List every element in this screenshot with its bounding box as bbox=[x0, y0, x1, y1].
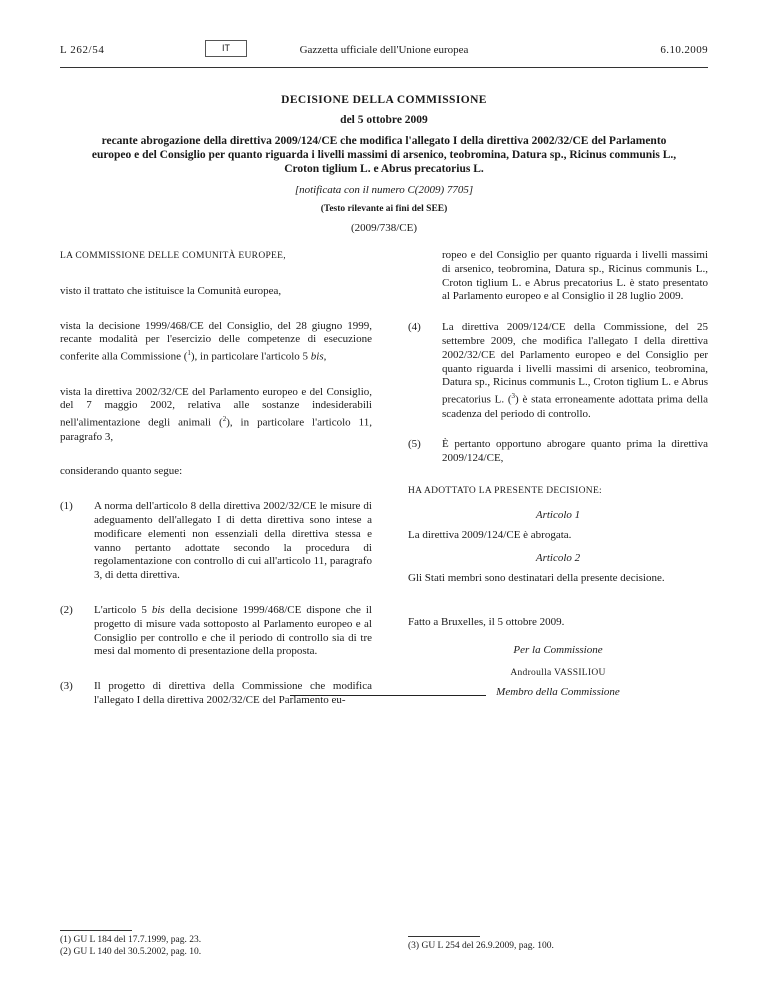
recital-5 bbox=[408, 438, 708, 466]
left-column bbox=[60, 250, 372, 729]
signatory-role: Membro della Commissione bbox=[496, 686, 620, 699]
article-2-text: Gli Stati membri sono destinatari della presente decisione. bbox=[408, 572, 665, 585]
header-divider bbox=[60, 67, 708, 68]
footnotes-right bbox=[408, 940, 554, 952]
recital-number: (2) bbox=[60, 604, 73, 617]
recital-number: (4) bbox=[408, 321, 421, 334]
article-2-title: Articolo 2 bbox=[535, 552, 581, 565]
eea-relevance: (Testo rilevante ai fini del SEE) bbox=[320, 204, 448, 214]
recital-text: L'articolo 5 bis della decisione 1999/468/CE dispone che il progetto di misure vada sottoposto al Parlamento europeo e al Consiglio per controllo e che il periodo di controllo sia di tre mesi dal momento di presentazione della proposta. bbox=[94, 604, 372, 658]
citation-decision: vista la decisione 1999/468/CE del Consiglio, del 28 giugno 1999, recante modalità per l'esercizio delle competenze di esecuzione conferite alla Commissione ($^1$), in particolare l'articolo 5 bis, bbox=[60, 319, 372, 363]
document-number: (2009/738/CE) bbox=[351, 222, 417, 234]
journal-title: Gazzetta ufficiale dell'Unione europea bbox=[299, 44, 469, 56]
adoption-line: HA ADOTTATO LA PRESENTE DECISIONE: bbox=[408, 486, 602, 497]
recital-1 bbox=[60, 500, 372, 583]
recital-number: (3) bbox=[60, 680, 73, 693]
footnote-2: (2) GU L 140 del 30.5.2002, pag. 10. bbox=[60, 947, 202, 957]
recital-text: ropeo e del Consiglio per quanto riguarda i livelli massimi di arsenico, teobromina, Datura sp., Ricinus communis L., Croton tiglium L. e Abrus precatorius L. è stato presentato al Parlamento europeo e al Consiglio il 28 luglio 2009. bbox=[442, 249, 708, 303]
recital-text: Il progetto di direttiva della Commissione che modifica l'allegato I della direttiva 2002/32/CE del Parlamento eu- bbox=[94, 680, 372, 707]
title-block bbox=[60, 94, 708, 234]
right-column bbox=[408, 249, 708, 700]
citation-directive: vista la direttiva 2002/32/CE del Parlamento europeo e del Consiglio, del 7 maggio 2002, relativa alle sostanze indesiderabili nell'alimentazione degli animali ($^2$), in particolare l'articolo 11, paragrafo 3, bbox=[60, 385, 372, 443]
end-divider bbox=[290, 695, 486, 696]
article-1-text: La direttiva 2009/124/CE è abrogata. bbox=[408, 528, 572, 541]
footnote-1: (1) GU L 184 del 17.7.1999, pag. 23. bbox=[60, 935, 202, 945]
language-code-box: IT bbox=[205, 40, 247, 57]
running-header bbox=[60, 42, 708, 62]
footnote-divider-right bbox=[408, 936, 480, 937]
signatory-name: Androulla VASSILIOU bbox=[510, 667, 606, 678]
document-type: DECISIONE DELLA COMMISSIONE bbox=[281, 94, 487, 106]
issuing-body: LA COMMISSIONE DELLE COMUNITÀ EUROPEE, bbox=[60, 251, 286, 261]
footnote-3: (3) GU L 254 del 26.9.2009, pag. 100. bbox=[408, 941, 554, 951]
document-subject: recante abrogazione della direttiva 2009/124/CE che modifica l'allegato I della direttiva 2002/32/CE del Parlamento europeo e del Consiglio per quanto riguarda i livelli massimi di arsenico, teobromina, Datura sp., Ricinus communis L., Croton tiglium L. e Abrus precatorius L. bbox=[91, 135, 677, 175]
considering-line: considerando quanto segue: bbox=[60, 465, 183, 478]
journal-reference: L 262/54 bbox=[60, 44, 105, 56]
footnotes-left bbox=[60, 934, 201, 958]
document-date: del 5 ottobre 2009 bbox=[340, 114, 428, 126]
place-date-line: Fatto a Bruxelles, il 5 ottobre 2009. bbox=[408, 616, 565, 628]
recital-text: La direttiva 2009/124/CE della Commissione, del 25 settembre 2009, che modifica l'allegato I della direttiva 2002/32/CE del Parlamento europeo e del Consiglio per quanto riguarda i livelli massimi di arsenico, teobromina, Datura sp., Ricinus communis L., Croton tiglium L. e Abrus precatorius L. ($^3$) è stata erroneamente adottata prima della scadenza del periodo di controllo. bbox=[442, 321, 709, 420]
footnote-divider-left bbox=[60, 930, 132, 931]
article-1-title: Articolo 1 bbox=[535, 508, 581, 521]
publication-date: 6.10.2009 bbox=[660, 44, 708, 56]
recital-3-continued bbox=[408, 249, 708, 304]
recital-number: (1) bbox=[60, 500, 73, 513]
recital-number: (5) bbox=[408, 438, 421, 451]
recital-text: È pertanto opportuno abrogare quanto prima la direttiva 2009/124/CE, bbox=[442, 438, 708, 465]
citation-treaty: visto il trattato che istituisce la Comunità europea, bbox=[60, 284, 282, 297]
notification-number: [notificata con il numero C(2009) 7705] bbox=[294, 184, 474, 196]
recital-2 bbox=[60, 604, 372, 659]
signature-for: Per la Commissione bbox=[513, 643, 603, 656]
recital-text: A norma dell'articolo 8 della direttiva 2002/32/CE le misure di adeguamento dell'allegato I di detta direttiva sono intese a modificare elementi non essenziali della direttiva stessa e vanno pertanto adottate secondo la procedura di regolamentazione con controllo di cui all'articolo 11, paragrafo 3, di detta direttiva. bbox=[94, 500, 372, 582]
recital-4 bbox=[408, 321, 708, 421]
